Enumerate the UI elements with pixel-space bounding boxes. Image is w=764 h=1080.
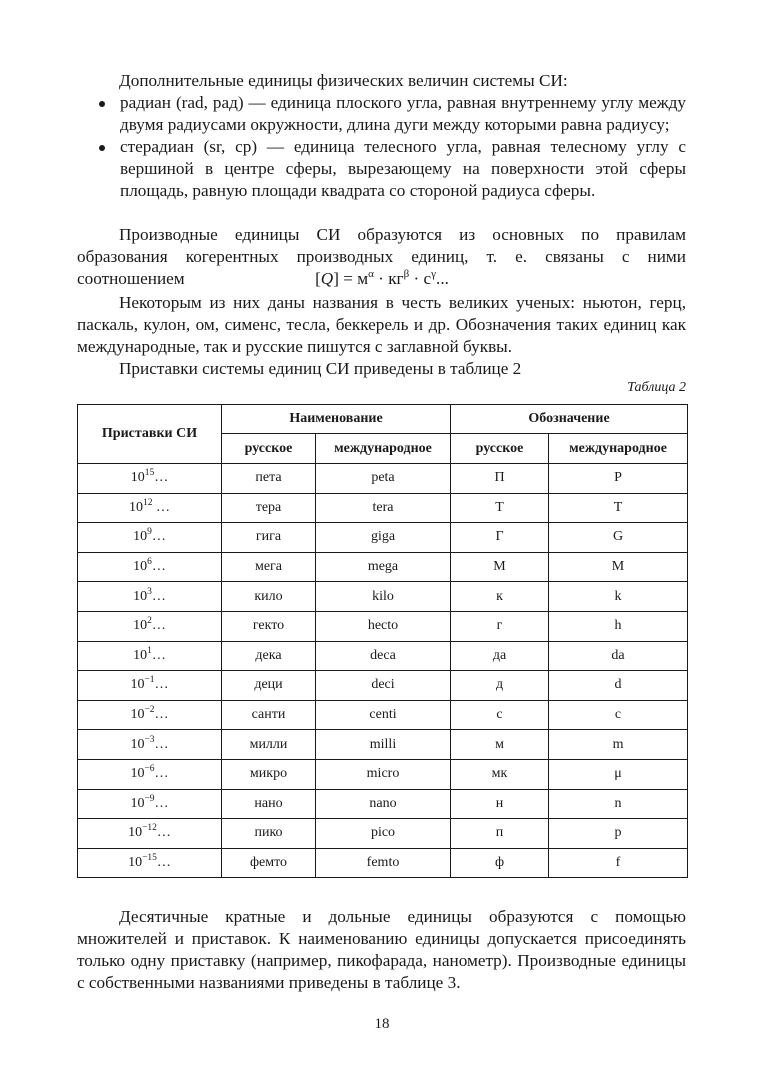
name-russian-cell: милли	[222, 730, 316, 760]
factor-ellipsis: …	[154, 795, 169, 811]
factor-base: 10	[130, 677, 145, 693]
symbol-russian-cell: Т	[451, 493, 549, 523]
name-russian-cell: фемто	[222, 848, 316, 878]
prefix-factor-cell	[78, 641, 222, 671]
factor-exponent: 3	[147, 586, 152, 597]
table-row	[78, 848, 688, 878]
name-russian-cell: деци	[222, 671, 316, 701]
factor-ellipsis: …	[154, 707, 169, 723]
header-name-russian: русское	[222, 434, 316, 464]
symbol-russian-cell: к	[451, 582, 549, 612]
table-row	[78, 730, 688, 760]
factor-exponent: 6	[147, 557, 152, 568]
factor-ellipsis: …	[154, 766, 169, 782]
symbol-russian-cell: с	[451, 700, 549, 730]
symbol-russian-cell: да	[451, 641, 549, 671]
prefix-factor-cell	[78, 730, 222, 760]
table-caption: Таблица 2	[627, 380, 686, 395]
bullet-icon	[99, 145, 105, 151]
name-international-cell: deca	[316, 641, 451, 671]
prefix-factor-cell	[78, 819, 222, 849]
factor-base: 10	[133, 559, 148, 575]
symbol-international-cell: P	[549, 464, 688, 494]
si-prefixes-table	[77, 404, 688, 878]
factor-exponent: −15	[142, 853, 157, 864]
list-item-steradian	[77, 136, 686, 202]
symbol-international-cell: μ	[549, 759, 688, 789]
name-international-cell: micro	[316, 759, 451, 789]
symbol-russian-cell: Г	[451, 523, 549, 553]
symbol-international-cell: T	[549, 493, 688, 523]
factor-base: 10	[129, 499, 143, 515]
factor-ellipsis: …	[151, 647, 166, 663]
factor-exponent: 1	[147, 645, 152, 656]
factor-base: 10	[128, 825, 143, 841]
factor-base: 10	[130, 736, 145, 752]
prefix-factor-cell	[78, 582, 222, 612]
factor-ellipsis: …	[154, 677, 169, 693]
name-international-cell: deci	[316, 671, 451, 701]
table-row	[78, 493, 688, 523]
decimal-units-paragraph: Десятичные кратные и дольные единицы образуются с помощью множителей и приставок. К наименованию единицы допускается присоединять только одну приставку (например, пикофарада, нанометр). Производные единицы с собственными названиями приведены в таблице 3.	[77, 907, 686, 992]
symbol-international-cell: da	[549, 641, 688, 671]
factor-base: 10	[133, 618, 148, 634]
symbol-russian-cell: г	[451, 611, 549, 641]
named-units-paragraph: Некоторым из них даны названия в честь великих ученых: ньютон, герц, паскаль, кулон, ом, сименс, тесла, беккерель и др. Обозначения таких единиц как международные, так и русские пишутся с заглавной буквы.	[77, 293, 686, 356]
formula-ellipsis: ...	[436, 269, 449, 288]
table-header-row	[78, 405, 688, 434]
name-russian-cell: мега	[222, 552, 316, 582]
formula-lhs-close: ] = м	[333, 269, 369, 288]
factor-ellipsis: …	[151, 618, 166, 634]
name-international-cell: milli	[316, 730, 451, 760]
prefix-factor-cell	[78, 671, 222, 701]
table-row	[78, 700, 688, 730]
factor-exponent: −2	[144, 705, 155, 716]
unit-formula	[0, 268, 764, 290]
name-international-cell: mega	[316, 552, 451, 582]
name-international-cell: tera	[316, 493, 451, 523]
table-row	[78, 789, 688, 819]
table-row	[78, 552, 688, 582]
prefix-factor-cell	[78, 523, 222, 553]
factor-ellipsis: …	[154, 470, 169, 486]
name-russian-cell: гекто	[222, 611, 316, 641]
formula-exp-gamma: γ	[431, 268, 437, 280]
name-russian-cell: нано	[222, 789, 316, 819]
table-body	[78, 464, 688, 878]
factor-base: 10	[130, 707, 145, 723]
factor-exponent: −9	[144, 793, 155, 804]
name-russian-cell: микро	[222, 759, 316, 789]
name-international-cell: nano	[316, 789, 451, 819]
factor-base: 10	[130, 766, 145, 782]
header-symbol-russian: русское	[451, 434, 549, 464]
symbol-russian-cell: М	[451, 552, 549, 582]
formula-exp-alpha: α	[368, 268, 374, 280]
name-international-cell: centi	[316, 700, 451, 730]
name-russian-cell: тера	[222, 493, 316, 523]
factor-exponent: −12	[142, 823, 157, 834]
name-russian-cell: пико	[222, 819, 316, 849]
formula-bracket-open: [	[315, 269, 321, 288]
table-row	[78, 611, 688, 641]
factor-base: 10	[130, 470, 145, 486]
table-row	[78, 759, 688, 789]
factor-base: 10	[133, 588, 148, 604]
formula-variable: Q	[320, 269, 334, 288]
list-item-text: стерадиан (sr, ср) — единица телесного угла, равная телесному углу с вершиной в центре сферы, вырезающему на поверхности этой сферы площадь, равную площади квадрата со стороной радиуса сферы.	[120, 137, 686, 200]
header-name-group: Наименование	[222, 405, 451, 434]
symbol-international-cell: M	[549, 552, 688, 582]
list-item-text: радиан (rad, рад) — единица плоского угла, равная внутреннему углу между двумя радиусами окружности, длина дуги между которыми равна радиусу;	[120, 93, 686, 134]
name-international-cell: pico	[316, 819, 451, 849]
name-international-cell: peta	[316, 464, 451, 494]
symbol-russian-cell: м	[451, 730, 549, 760]
factor-exponent: 2	[147, 616, 152, 627]
prefix-factor-cell	[78, 464, 222, 494]
table-row	[78, 523, 688, 553]
supplementary-units-heading: Дополнительные единицы физических величин системы СИ:	[119, 71, 568, 90]
factor-base: 10	[133, 647, 148, 663]
factor-exponent: 15	[144, 468, 155, 479]
table-row	[78, 464, 688, 494]
symbol-international-cell: k	[549, 582, 688, 612]
name-russian-cell: дека	[222, 641, 316, 671]
factor-ellipsis: …	[152, 499, 170, 515]
name-russian-cell: кило	[222, 582, 316, 612]
symbol-international-cell: p	[549, 819, 688, 849]
factor-exponent: −6	[144, 764, 155, 775]
header-symbol-international: международное	[549, 434, 688, 464]
page-number: 18	[374, 1016, 390, 1032]
symbol-international-cell: h	[549, 611, 688, 641]
prefix-factor-cell	[78, 552, 222, 582]
symbol-russian-cell: ф	[451, 848, 549, 878]
header-prefix: Приставки СИ	[78, 405, 222, 464]
factor-exponent: −3	[144, 734, 155, 745]
table-row	[78, 819, 688, 849]
symbol-international-cell: f	[549, 848, 688, 878]
table-row	[78, 641, 688, 671]
factor-ellipsis: …	[151, 559, 166, 575]
derived-units-paragraph: Производные единицы СИ образуются из основных по правилам образования когерентных производных единиц, т. е. связаны с ними соотношением	[77, 225, 686, 288]
name-international-cell: femto	[316, 848, 451, 878]
header-symbol-group: Обозначение	[451, 405, 688, 434]
name-international-cell: kilo	[316, 582, 451, 612]
bullet-icon	[99, 101, 105, 107]
factor-base: 10	[128, 855, 143, 871]
prefixes-reference-paragraph: Приставки системы единиц СИ приведены в таблице 2	[119, 359, 522, 378]
factor-base: 10	[130, 795, 145, 811]
prefix-factor-cell	[78, 493, 222, 523]
symbol-international-cell: n	[549, 789, 688, 819]
symbol-russian-cell: П	[451, 464, 549, 494]
factor-ellipsis: …	[156, 855, 171, 871]
name-russian-cell: пета	[222, 464, 316, 494]
symbol-russian-cell: н	[451, 789, 549, 819]
supplementary-units-list	[77, 92, 686, 202]
table-row	[78, 671, 688, 701]
name-international-cell: hecto	[316, 611, 451, 641]
symbol-international-cell: d	[549, 671, 688, 701]
symbol-international-cell: m	[549, 730, 688, 760]
list-item-radian	[77, 92, 686, 136]
table-row	[78, 582, 688, 612]
factor-exponent: −1	[144, 675, 155, 686]
factor-exponent: 12	[143, 497, 153, 508]
prefix-factor-cell	[78, 611, 222, 641]
symbol-russian-cell: д	[451, 671, 549, 701]
symbol-russian-cell: мк	[451, 759, 549, 789]
symbol-russian-cell: п	[451, 819, 549, 849]
prefix-factor-cell	[78, 700, 222, 730]
header-name-international: международное	[316, 434, 451, 464]
formula-kg: · кг	[373, 269, 404, 288]
prefix-factor-cell	[78, 789, 222, 819]
name-international-cell: giga	[316, 523, 451, 553]
symbol-international-cell: c	[549, 700, 688, 730]
prefix-factor-cell	[78, 759, 222, 789]
factor-exponent: 9	[147, 527, 152, 538]
name-russian-cell: санти	[222, 700, 316, 730]
factor-ellipsis: …	[156, 825, 171, 841]
formula-s: · с	[409, 269, 432, 288]
symbol-international-cell: G	[549, 523, 688, 553]
factor-base: 10	[133, 529, 148, 545]
prefix-factor-cell	[78, 848, 222, 878]
name-russian-cell: гига	[222, 523, 316, 553]
formula-exp-beta: β	[403, 268, 410, 280]
factor-ellipsis: …	[154, 736, 169, 752]
factor-ellipsis: …	[151, 588, 166, 604]
factor-ellipsis: …	[151, 529, 166, 545]
